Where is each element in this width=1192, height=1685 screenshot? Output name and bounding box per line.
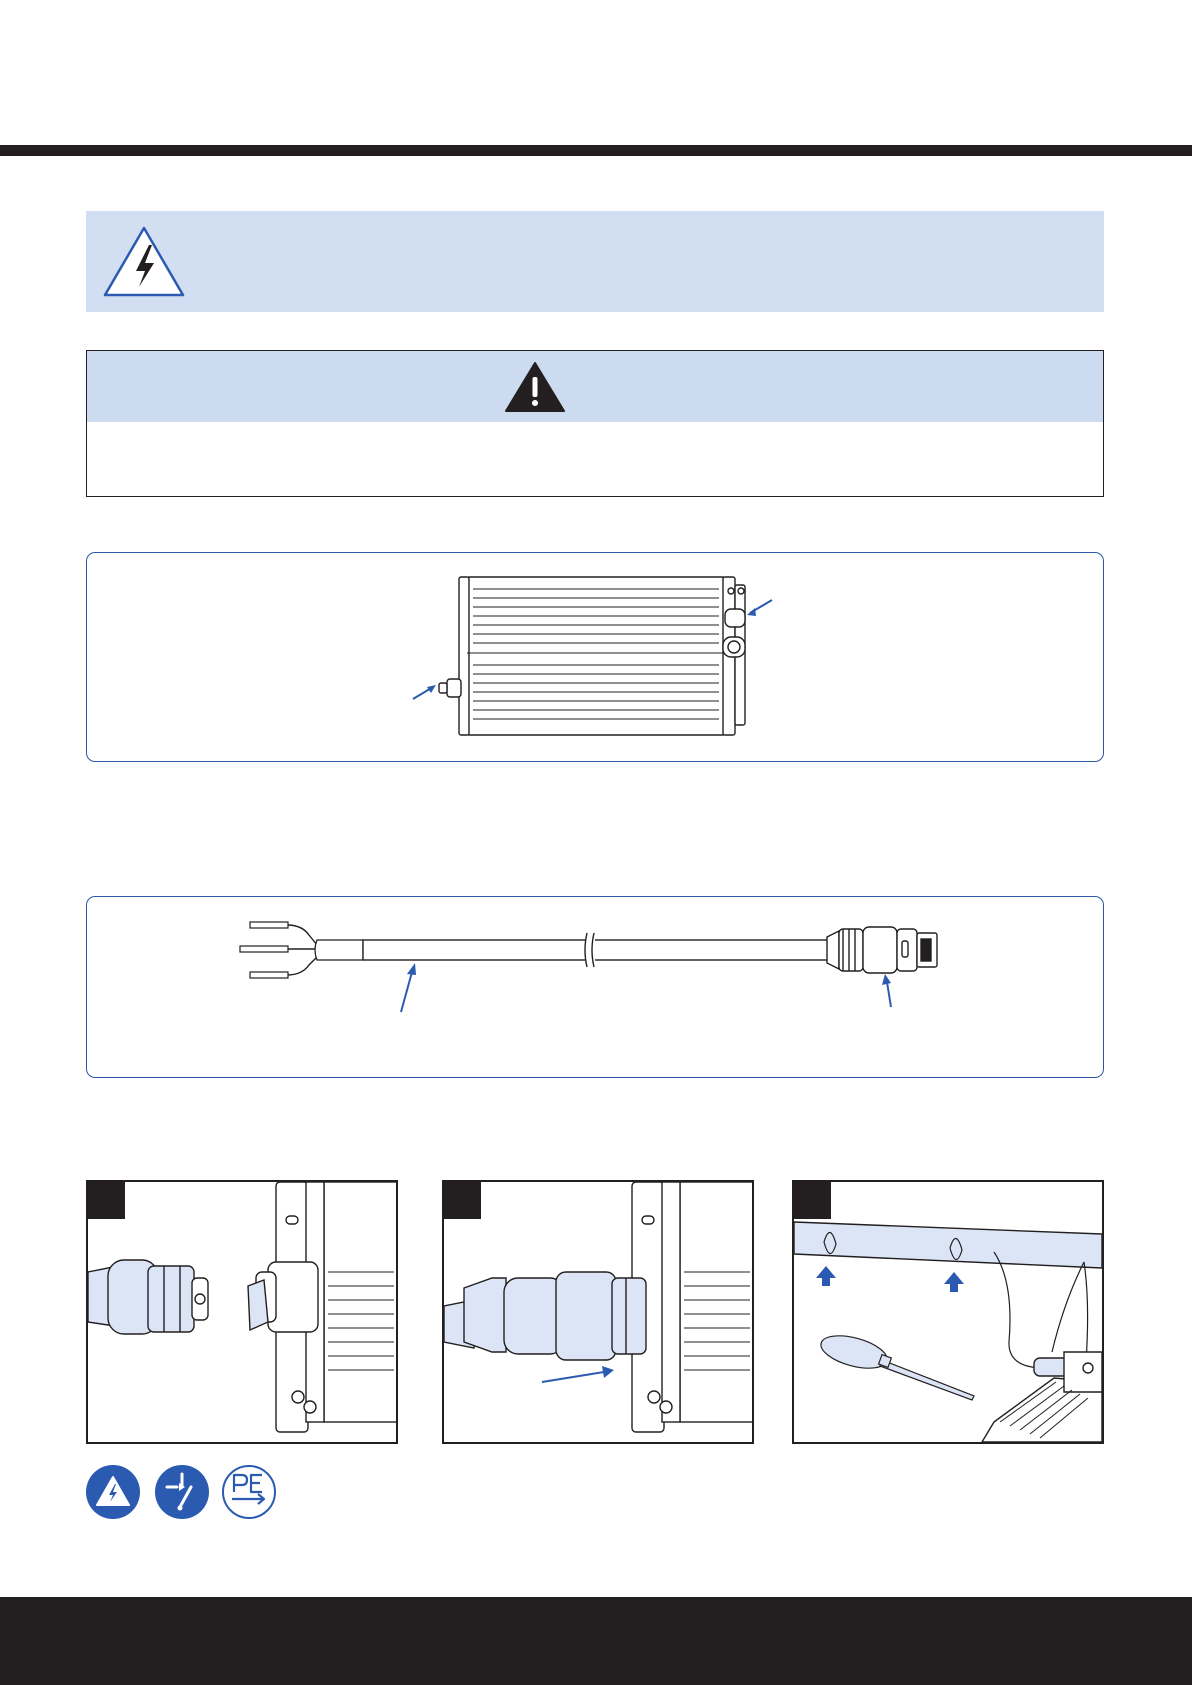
warning-box bbox=[86, 350, 1104, 497]
step-1-panel bbox=[86, 1180, 398, 1444]
electric-hazard-triangle-icon bbox=[102, 225, 186, 299]
exclamation-triangle-icon bbox=[504, 361, 566, 413]
step-1-illustration bbox=[88, 1182, 396, 1442]
disconnect-power-icon bbox=[155, 1465, 209, 1519]
protective-earth-icon bbox=[222, 1465, 276, 1519]
electrical-hazard-icon bbox=[86, 1465, 140, 1519]
driver-illustration bbox=[87, 553, 1103, 761]
step-2-number bbox=[444, 1182, 481, 1219]
hazard-banner bbox=[86, 211, 1104, 312]
step-3-panel bbox=[792, 1180, 1104, 1444]
driver-figure-panel bbox=[86, 552, 1104, 762]
cable-figure-panel bbox=[86, 896, 1104, 1078]
cable-illustration bbox=[87, 897, 1103, 1077]
step-3-number bbox=[794, 1182, 831, 1219]
step-3-illustration bbox=[794, 1182, 1102, 1442]
step-1-number bbox=[88, 1182, 125, 1219]
warning-header bbox=[87, 351, 1103, 422]
step-2-illustration bbox=[444, 1182, 752, 1442]
header-rule bbox=[0, 145, 1192, 156]
footer-bar bbox=[0, 1597, 1192, 1685]
step-2-panel bbox=[442, 1180, 754, 1444]
